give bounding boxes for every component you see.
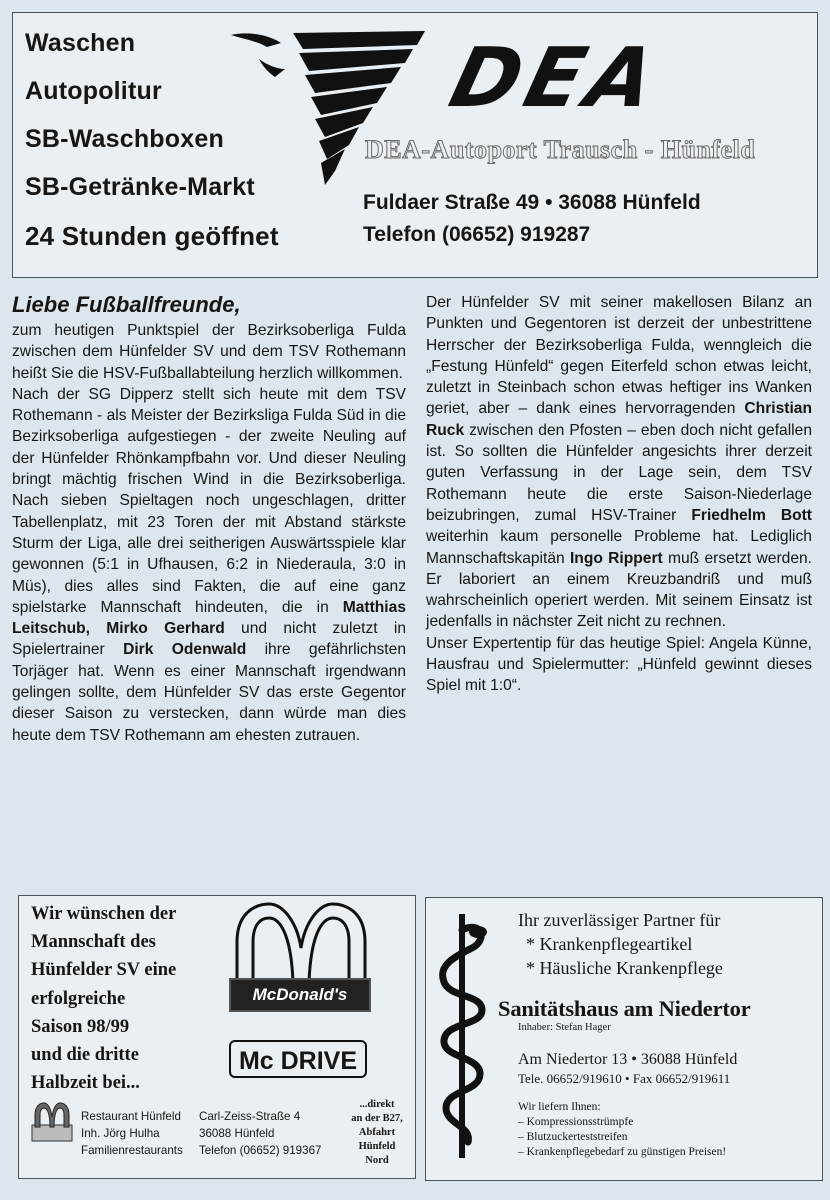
san-partner-block: Ihr zuverlässiger Partner für * Krankenpflegeartikel * Häusliche Krankenpflege: [518, 910, 723, 978]
dea-advertisement: [12, 12, 818, 278]
player-name: Dirk Odenwald: [123, 641, 247, 659]
coach-name: Friedhelm Bott: [691, 506, 813, 524]
sanitaetshaus-advertisement: [425, 897, 823, 1181]
article-column-left: [12, 292, 406, 746]
article-intro-paragraph: zum heutigen Punktspiel der Bezirksoberliga Fulda zwischen dem Hünfelder SV und dem TSV Rothemann heißt Sie die HSV-Fußballabteilung herzlich willkommen.: [12, 322, 406, 382]
small-arches-icon: [31, 1101, 73, 1143]
eagle-wing-icon: [229, 29, 429, 199]
captain-name: Ingo Rippert: [569, 549, 663, 567]
player-names: Matthias Leitschub, Mirko Gerhard: [12, 598, 406, 638]
san-delivery-list: Wir liefern Ihnen: – Kompressionsstrümpfe – Blutzuckerteststreifen – Krankenpflegebedarf zu günstigen Preisen!: [518, 1101, 727, 1158]
article-column-right: [426, 292, 812, 697]
mcdrive-logo: Mc DRIVE: [229, 1040, 367, 1078]
dea-service-polish: Autopolitur: [25, 77, 162, 105]
mcd-restaurant-info: Restaurant Hünfeld Inh. Jörg Hulha Familienrestaurants: [81, 1110, 183, 1157]
mcdonalds-advertisement: [18, 895, 416, 1179]
mcd-directions: ...direkt an der B27, Abfahrt Hünfeld Nord: [351, 1099, 403, 1166]
article-paragraph: Nach der SG Dipperz stellt sich heute mit dem TSV Rothemann - als Meister der Bezirksliga Fulda Süd in die Bezirksoberliga aufgestiegen - der zweite Neuling auf der Hünfelder Rhönkampfbahn vor. Und dieser Neuling bringt mächtig frischen Wind in die Bezirksoberliga. Nach sieben Spieltagen noch ungeschlagen, dritter Tabellenplatz, mit 23 Toren der mit Abstand stärkste Sturm der Liga, alle drei seitherigen Auswärtsspiele klar gewonnen (5:1 in Ufhausen, 6:2 in Niederaula, 3:0 in Müs), dies alles sind Fakten, die auf eine ganz spielstarke Mannschaft hindeuten, die in Matthias Leitschub, Mirko Gerhard und nicht zuletzt in Spielertrainer Dirk Odenwald ihre gefährlichsten Torjäger hat. Wenn es einer Mannschaft irgendwann gelingen sollte, dem Hünfelder SV das erste Gegentor dieser Saison zu verstecken, dann würde man dies heute dem TSV Rothemann am ehesten zutrauen.: [12, 385, 406, 744]
article-paragraph: Der Hünfelder SV mit seiner makellosen Bilanz an Punkten und Gegentoren ist derzeit der unbestrittene Herrscher der Bezirksoberliga Fulda, wenngleich die „Festung Hünfeld“ gegen Eiterfeld schon etwas leicht, zuletzt in Steinbach schon etwas heftiger ins Wanken geriet, aber – dank eines hervorragenden Christian Ruck zwischen den Pfosten – eben doch nicht gefallen ist. So sollten die Hünfelder angesichts ihrer derzeit guten Verfassung in der Lage sein, dem TSV Rothemann heute die erste Saison-Niederlage beizubringen, zumal HSV-Trainer Friedhelm Bott weiterhin kaum personelle Probleme hat. Lediglich Mannschaftskapitän Ingo Rippert muß ersetzt werden. Er laboriert an einem Kreuzbandriß und muß wahrscheinlich operiert werden. Mit seinem Einsatz ist jedenfalls in nächster Zeit nicht zu rechnen.: [426, 294, 813, 631]
article-headline: Liebe Fußballfreunde,: [12, 292, 241, 317]
san-owner: Inhaber: Stefan Hager: [518, 1022, 611, 1033]
player-name: Christian Ruck: [426, 400, 812, 439]
dea-autoport-name: DEA-Autoport Trausch - Hünfeld: [365, 135, 756, 164]
dea-service-wash: Waschen: [25, 29, 136, 57]
golden-arches-icon: [231, 902, 371, 982]
mcd-wish-text: Wir wünschen der Mannschaft des Hünfelder SV eine erfolgreiche Saison 98/99 und die dritte Halbzeit bei...: [31, 904, 177, 1094]
mcdonalds-logo-label: McDonald's: [229, 978, 371, 1012]
dea-service-washboxes: SB-Waschboxen: [25, 125, 224, 153]
san-address-block: Am Niedertor 13 • 36088 Hünfeld Tele. 06652/919610 • Fax 06652/919611: [518, 1051, 738, 1086]
san-company-name: Sanitätshaus am Niedertor: [498, 996, 751, 1021]
aesculapius-staff-icon: [432, 910, 492, 1160]
dea-street-address: Fuldaer Straße 49 • 36088 Hünfeld: [363, 191, 701, 214]
dea-logo: DEA: [441, 31, 671, 126]
mcd-address-info: Carl-Zeiss-Straße 4 36088 Hünfeld Telefon (06652) 919367: [199, 1110, 322, 1157]
dea-service-drinks: SB-Getränke-Markt: [25, 173, 255, 201]
dea-phone: Telefon (06652) 919287: [363, 223, 591, 246]
expert-tip-paragraph: Unser Expertentip für das heutige Spiel: Angela Künne, Hausfrau und Spielermutter: „Hünfeld gewinnt dieses Spiel mit 1:0“.: [426, 634, 812, 695]
dea-service-hours: 24 Stunden geöffnet: [25, 221, 279, 251]
